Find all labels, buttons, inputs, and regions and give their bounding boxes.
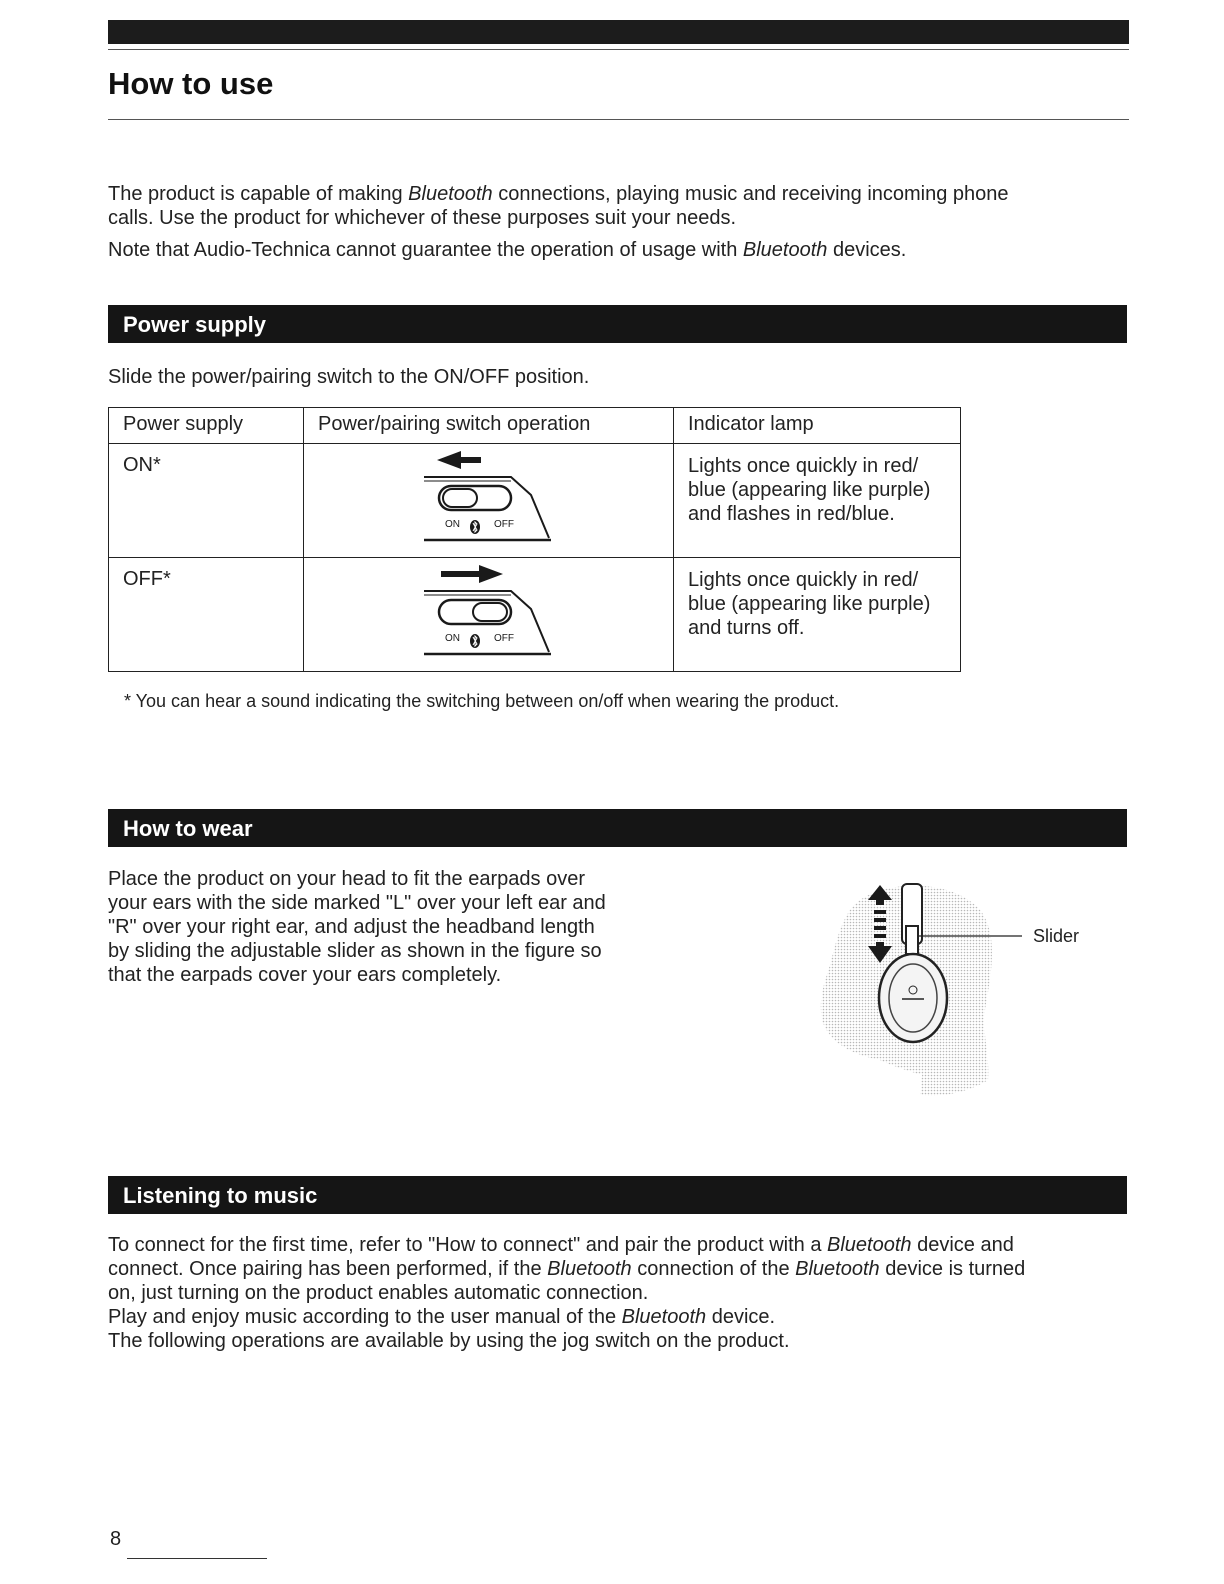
section-heading-how-to-wear: How to wear [108,809,1127,847]
lamp-text-line: Lights once quickly in red/ [688,569,919,591]
header-rule-top [108,49,1129,50]
page-number-rule [127,1558,267,1559]
slider-label: Slider [1033,926,1080,946]
power-state-cell: ON* [109,444,304,558]
listening-line-1: To connect for the first time, refer to "How to connect" and pair the product with a Bluetooth device and [108,1234,1014,1256]
table-header-row [109,408,961,444]
power-state-cell: OFF* [109,558,304,672]
slider-icon [906,926,918,954]
section-heading-listening: Listening to music [108,1176,1127,1214]
switch-operation-cell [304,444,674,558]
lamp-text-line: and turns off. [688,617,805,639]
arrow-right-icon [441,565,503,583]
listening-line-3: on, just turning on the product enables automatic connection. [108,1282,649,1304]
table-row [109,444,961,558]
switch-off-label: OFF [493,633,514,644]
switch-operation-cell [304,558,674,672]
power-switch-off-diagram [419,564,559,664]
header-rule-bottom [108,119,1129,120]
intro-line-2: calls. Use the product for whichever of these purposes suit your needs. [108,207,737,229]
page-title: How to use [108,66,274,101]
lamp-text-line: Lights once quickly in red/ [688,455,919,477]
indicator-lamp-cell [674,444,961,558]
wear-line: that the earpads cover your ears completely. [108,964,502,986]
power-switch-on-diagram [419,450,559,550]
switch-on-label: ON [444,633,460,644]
switch-on-label: ON [444,519,460,530]
listening-line-2: connect. Once pairing has been performed, if the Bluetooth connection of the Bluetooth device is turned [108,1258,1026,1280]
lamp-text-line: blue (appearing like purple) [688,479,931,501]
lamp-text-line: and flashes in red/blue. [688,503,895,525]
power-supply-table [108,407,961,672]
table-header-cell: Power supply [109,408,304,444]
listening-line-5: The following operations are available by using the jog switch on the product. [108,1330,790,1352]
indicator-lamp-cell [674,558,961,672]
table-header-cell: Power/pairing switch operation [304,408,674,444]
switch-off-label: OFF [493,519,514,530]
arrow-left-icon [437,451,481,469]
wear-line: by sliding the adjustable slider as shown in the figure so [108,940,602,962]
power-supply-instruction: Slide the power/pairing switch to the ON/OFF position. [108,366,590,388]
table-row [109,558,961,672]
section-heading-power-supply: Power supply [108,305,1127,343]
intro-line-1: The product is capable of making Bluetooth connections, playing music and receiving incoming phone [108,183,1009,205]
lamp-text-line: blue (appearing like purple) [688,593,931,615]
power-supply-footnote: * You can hear a sound indicating the switching between on/off when wearing the product. [124,691,840,711]
intro-line-3: Note that Audio-Technica cannot guarantee the operation of usage with Bluetooth devices. [108,239,907,261]
headphone-wear-figure [810,870,1030,1110]
switch-knob-icon [473,603,507,621]
wear-line: "R" over your right ear, and adjust the headband length [108,916,595,938]
wear-line: Place the product on your head to fit the earpads over [108,868,585,890]
header-bar [108,20,1129,44]
page-number: 8 [110,1528,122,1550]
wear-line: your ears with the side marked "L" over your left ear and [108,892,606,914]
switch-knob-icon [443,489,477,507]
table-header-cell: Indicator lamp [674,408,961,444]
listening-line-4: Play and enjoy music according to the user manual of the Bluetooth device. [108,1306,776,1328]
